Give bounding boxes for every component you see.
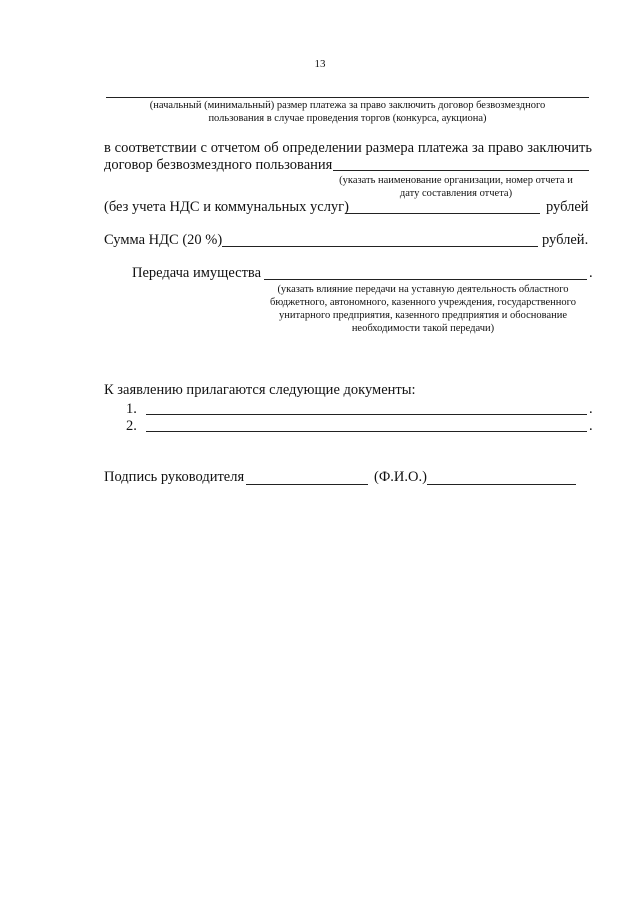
attachment-end-mark: . xyxy=(589,401,593,417)
fio-blank xyxy=(427,484,576,485)
transfer-note-line-1: (указать влияние передачи на уставную деятельность областного xyxy=(277,284,569,295)
payment-note-line-1: (начальный (минимальный) размер платежа за право заключить договор безвозмездного xyxy=(149,100,546,111)
attachment-end-mark: . xyxy=(589,418,593,434)
vat-amount-label: Сумма НДС (20 %) xyxy=(104,232,223,248)
payment-note-line-2: пользования в случае проведения торгов (конкурса, аукциона) xyxy=(208,113,487,124)
report-text-line-1: в соответствии с отчетом об определении размера платежа за право заключить xyxy=(104,140,592,156)
fio-label: (Ф.И.О.) xyxy=(374,469,427,485)
report-note-line-2: дату составления отчета) xyxy=(399,188,513,199)
payment-amount-line xyxy=(106,97,589,98)
page-number: 13 xyxy=(314,58,326,70)
transfer-blank xyxy=(264,279,587,280)
report-details-blank xyxy=(333,170,589,171)
without-vat-blank xyxy=(345,213,540,214)
transfer-note-line-2: бюджетного, автономного, казенного учреждения, государственного xyxy=(270,297,576,308)
transfer-label: Передача имущества xyxy=(132,265,261,281)
transfer-note-line-3: унитарного предприятия, казенного предприятия и обоснование xyxy=(278,310,568,321)
attachments-heading: К заявлению прилагаются следующие документы: xyxy=(104,382,416,398)
attachment-number: 2. xyxy=(126,418,137,434)
transfer-note-line-4: необходимости такой передачи) xyxy=(351,323,495,334)
report-text-line-2: договор безвозмездного пользования xyxy=(104,157,333,173)
without-vat-label: (без учета НДС и коммунальных услуг) xyxy=(104,199,349,215)
attachment-blank xyxy=(146,414,587,415)
attachment-number: 1. xyxy=(126,401,137,417)
signature-blank xyxy=(246,484,368,485)
vat-amount-unit: рублей. xyxy=(542,232,589,248)
transfer-end-mark: . xyxy=(589,265,593,281)
attachment-blank xyxy=(146,431,587,432)
signature-label: Подпись руководителя xyxy=(104,469,245,485)
report-note-line-1: (указать наименование организации, номер отчета и xyxy=(339,175,573,186)
without-vat-unit: рублей xyxy=(546,199,589,215)
vat-amount-blank xyxy=(222,246,538,247)
